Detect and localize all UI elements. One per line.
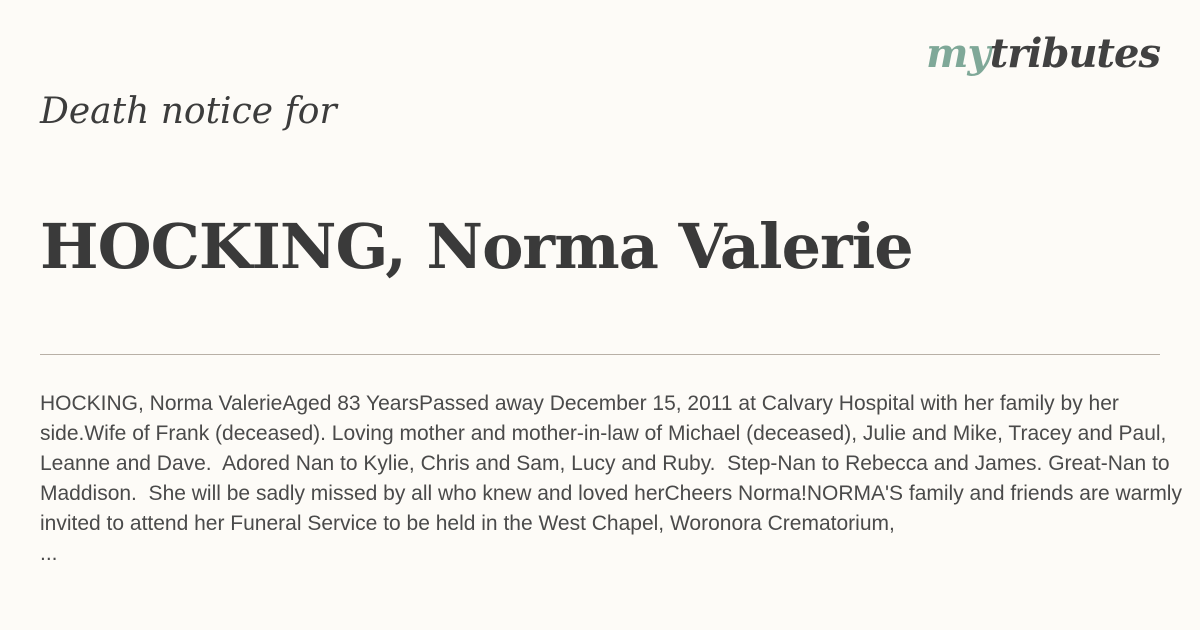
divider <box>40 354 1160 355</box>
page-subtitle: Death notice for <box>40 91 337 132</box>
mytributes-logo[interactable] <box>926 30 1160 77</box>
deceased-name: HOCKING, Norma Valerie <box>40 210 913 283</box>
notice-truncation: ... <box>40 542 58 565</box>
logo-suffix: tributes <box>989 30 1160 77</box>
logo-prefix: my <box>926 30 990 77</box>
notice-text: HOCKING, Norma ValerieAged 83 YearsPassed away December 15, 2011 at Calvary Hospital with her family by her side.Wife of Frank (deceased). Loving mother and mother-in-law of Michael (deceased), Julie and Mike, Tracey and Paul, Leanne and Dave. Adored Nan to Kylie, Chris and Sam, Lucy and Ruby. Step-Nan to Rebecca and James. Great-Nan to Maddison. She will be sadly missed by all who knew and loved herCheers Norma!NORMA'S family and friends are warmly invited to attend her Funeral Service to be held in the West Chapel, Woronora Crematorium, <box>40 392 1188 535</box>
